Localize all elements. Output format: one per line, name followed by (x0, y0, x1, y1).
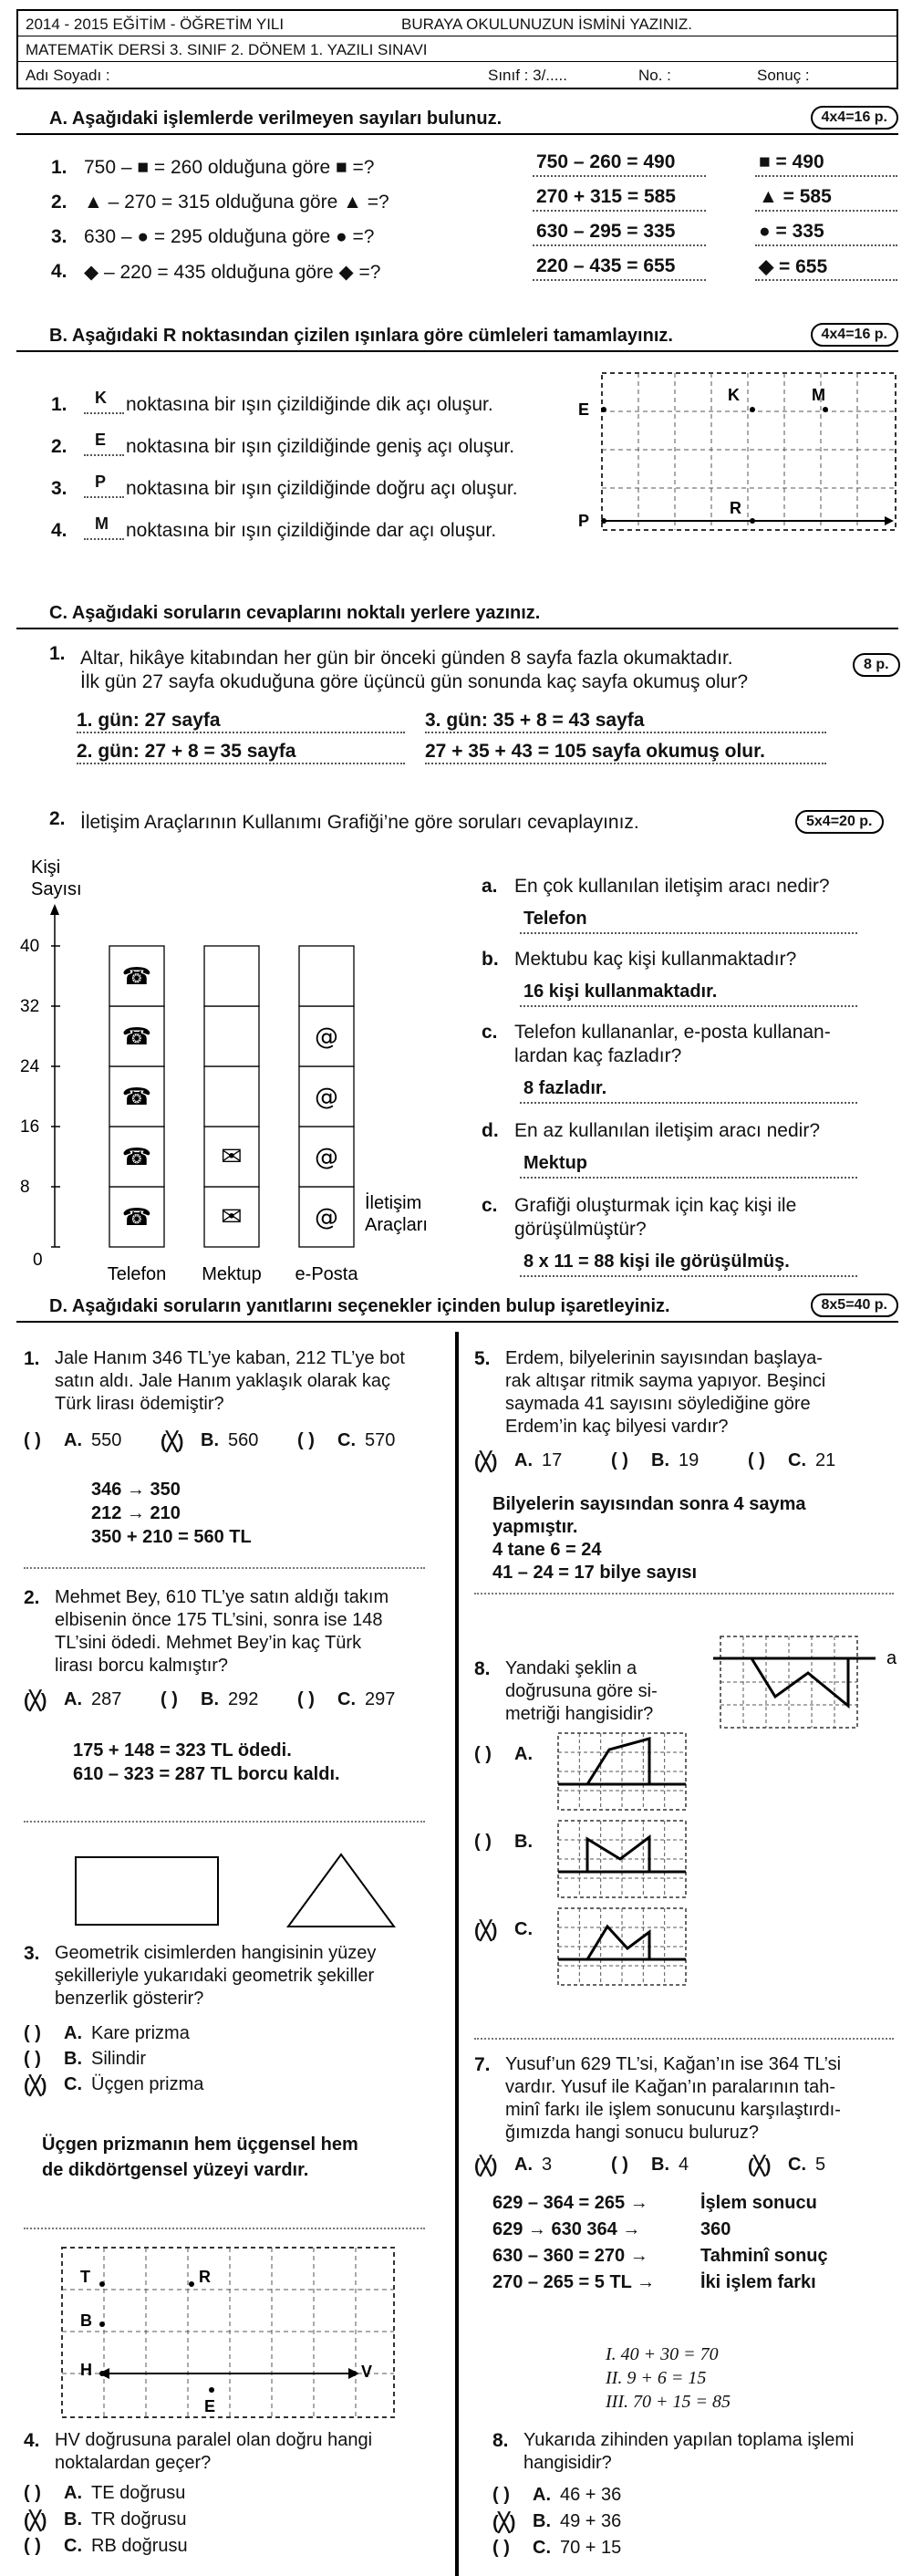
d-q3-text: Geometrik cisimlerden hangisinin yüzey (55, 1943, 377, 1963)
d-q1-option-letter: A. (64, 1430, 82, 1450)
d-q3-number: 3. (24, 1943, 40, 1964)
d-q7-work: 630 – 360 = 270 → (492, 2246, 648, 2266)
d-q5-work: 41 – 24 = 17 bilye sayısı (492, 1563, 698, 1583)
chart-xlabel-2: Araçları (365, 1215, 428, 1235)
exam-header (16, 9, 898, 89)
d-q2-text: elbisenin önce 175 TL’sini, sonra ise 148 (55, 1610, 383, 1630)
x-category-label: Mektup (202, 1264, 262, 1284)
chart-cell (204, 946, 259, 1006)
d-q8b-option-letter: B. (533, 2511, 551, 2531)
d-q1-option-letter: C. (337, 1430, 356, 1450)
y-tick-label: 8 (20, 1178, 30, 1197)
chart-cell (204, 1066, 259, 1127)
section-c-title: C. Aşağıdaki soruların cevaplarını noktalı yerlere yazınız. (16, 600, 898, 629)
d-q2-option-mark[interactable]: ( ) (297, 1689, 315, 1709)
chart-xlabel-1: İletişim (365, 1193, 422, 1213)
d-q3-work: Üçgen prizmanın hem üçgensel hem (42, 2135, 358, 2155)
point-r (750, 518, 755, 524)
d-q8a-option-letter: A. (514, 1744, 533, 1764)
telephone-icon: ☎ (121, 1084, 152, 1111)
telephone-icon: ☎ (121, 1204, 152, 1231)
d-q7-work-result: İşlem sonucu (700, 2193, 817, 2213)
b-q-fill: M (95, 514, 109, 533)
d-q3-option-mark[interactable]: (╳) (24, 2076, 47, 2096)
d-q4-option-mark[interactable]: (╳) (24, 2511, 47, 2531)
d-q5-text: Erdem, bilyelerinin sayısından başlaya- (505, 1348, 823, 1368)
d-q5-option-value: 19 (679, 1450, 700, 1470)
d-q7-work: 270 – 265 = 5 TL → (492, 2272, 656, 2292)
d-q2-option-letter: B. (201, 1689, 219, 1709)
a-q-work: 630 – 295 = 335 (536, 221, 676, 242)
school-year: 2014 - 2015 EĞİTİM - ÖĞRETİM YILI (26, 16, 285, 33)
a-q-number: 4. (51, 261, 67, 282)
label-r: R (730, 499, 741, 517)
section-b-points: 4x4=16 p. (811, 323, 899, 347)
d-q7-text: vardır. Yusuf ile Kağan’ın paralarının tah- (505, 2077, 836, 2097)
rectangle-shape (75, 1856, 219, 1926)
communication-chart (16, 853, 454, 1291)
d-q5-option-letter: C. (788, 1450, 806, 1470)
d-q5-option-value: 21 (815, 1450, 836, 1470)
section-d-points: 8x5=40 p. (811, 1293, 899, 1317)
d-q5-option-value: 17 (542, 1450, 563, 1470)
a-q-number: 2. (51, 192, 67, 213)
d-q4-option-value: TR doğrusu (91, 2509, 187, 2529)
y-tick-label: 40 (20, 937, 40, 956)
d-q2-option-value: 297 (365, 1689, 396, 1709)
a-q-text: 630 – ● = 295 olduğuna göre ● =? (84, 226, 375, 247)
name-field[interactable]: Adı Soyadı : (26, 67, 110, 84)
result-field[interactable]: Sonuç : (757, 67, 810, 84)
y-tick-label: 16 (20, 1117, 40, 1137)
chart-q-letter: d. (482, 1120, 499, 1141)
d-q7-text: ğımızda hangi sonucu buluruz? (505, 2123, 759, 2143)
chart-q-text: Grafiği oluşturmak için kaç kişi ile (514, 1195, 797, 1216)
d-q4-option-value: TE doğrusu (91, 2483, 186, 2503)
d-q7-number: 7. (474, 2054, 491, 2075)
d-q8a-text: metriği hangisidir? (505, 1704, 654, 1724)
d-q7-option-value: 5 (815, 2155, 826, 2175)
chart-q-letter: c. (482, 1195, 498, 1216)
a-q-text: ◆ – 220 = 435 olduğuna göre ◆ =? (84, 262, 381, 283)
label-p: P (578, 512, 590, 530)
chart-q-text-2: görüşülmüştür? (514, 1219, 647, 1240)
d-q8b-option-mark[interactable]: (╳) (492, 2513, 516, 2533)
d-q7-option-value: 3 (542, 2155, 553, 2175)
section-a-title: A. Aşağıdaki işlemlerde verilmeyen sayıları bulunuz. 4x4=16 p. (16, 106, 898, 135)
d-q1-work: 346 → 350 (91, 1480, 181, 1500)
d-q7-work-result: Tahminî sonuç (700, 2246, 828, 2266)
c-q1-points: 8 p. (853, 653, 900, 677)
b-q-number: 1. (51, 394, 67, 415)
d-q2-option-value: 292 (228, 1689, 259, 1709)
d-q3-option-value: Üçgen prizma (91, 2074, 204, 2094)
d-q4-text: noktalardan geçer? (55, 2453, 212, 2473)
y-tick-label: 0 (33, 1251, 43, 1270)
a-q-number: 1. (51, 157, 67, 178)
at-icon: @ (315, 1144, 338, 1171)
d-q4-text: HV doğrusuna paralel olan doğru hangi (55, 2430, 373, 2450)
a-q-answer: ● = 335 (759, 221, 824, 242)
b-q-number: 3. (51, 478, 67, 499)
ray-diagram (565, 369, 903, 534)
d-q3-option-letter: A. (64, 2023, 82, 2043)
x-category-label: Telefon (107, 1264, 167, 1284)
d-q7-work: 629 – 364 = 265 → (492, 2193, 648, 2213)
a-q-text: 750 – ■ = 260 olduğuna göre ■ =? (84, 157, 375, 178)
envelope-icon: ✉ (221, 1201, 243, 1231)
d-q4-option-mark[interactable]: ( ) (24, 2536, 41, 2556)
column-divider (455, 1332, 459, 2576)
d-q2-option-mark[interactable]: (╳) (24, 1691, 47, 1711)
d-q7-option-mark[interactable]: ( ) (611, 2155, 628, 2175)
d-q4-option-mark[interactable]: ( ) (24, 2483, 41, 2503)
d-q3-work: de dikdörtgensel yüzeyi vardır. (42, 2160, 309, 2180)
d-q5-number: 5. (474, 1348, 491, 1369)
label-m: M (812, 386, 825, 404)
symmetry-original-figure (711, 1633, 907, 1733)
d-q8b-option-value: 70 + 15 (560, 2538, 622, 2558)
c-q2-number: 2. (49, 808, 66, 829)
a-q-work: 220 – 435 = 655 (536, 255, 676, 276)
chart-q-answer: Telefon (523, 909, 587, 929)
chart-cell (204, 1006, 259, 1066)
b-q-text: noktasına bir ışın çizildiğinde dar açı oluşur. (126, 520, 497, 541)
d-q8b-text: Yukarıda zihinden yapılan toplama işlemi (523, 2430, 855, 2450)
d-q3-text: şekilleriyle yukarıdaki geometrik şekiller (55, 1966, 375, 1986)
d-q3-option-letter: B. (64, 2049, 82, 2069)
d-q7-option-value: 4 (679, 2155, 689, 2175)
telephone-icon: ☎ (121, 963, 152, 991)
chart-cell (299, 946, 354, 1006)
section-d-title: D. Aşağıdaki soruların yanıtlarını seçenekler içinden bulup işaretleyiniz. 8x5=40 p. (16, 1293, 898, 1323)
chart-q-answer: 8 fazladır. (523, 1078, 607, 1098)
c-q1-text-2: İlk gün 27 sayfa okuduğuna göre üçüncü gün sonunda kaç sayfa okumuş olur? (80, 671, 748, 692)
d-q5-text: saymada 41 sayısını söylediğine göre (505, 1394, 811, 1414)
chart-q-letter: a. (482, 876, 498, 897)
chart-q-text: Telefon kullananlar, e-posta kullanan- (514, 1022, 831, 1043)
chart-q-letter: c. (482, 1022, 498, 1043)
d-q2-option-letter: A. (64, 1689, 82, 1709)
d-q2-text: lirası borcu kalmıştır? (55, 1656, 229, 1676)
a-q-answer: ▲ = 585 (759, 186, 832, 207)
d-q4-option-letter: B. (64, 2509, 82, 2529)
d-q8a-option-mark[interactable]: (╳) (474, 1921, 498, 1941)
d-q2-work: 175 + 148 = 323 TL ödedi. (73, 1740, 292, 1761)
d-q7-work: 629 → 630 364 → (492, 2219, 641, 2239)
a-q-work: 750 – 260 = 490 (536, 151, 676, 172)
d-q3-option-letter: C. (64, 2074, 82, 2094)
a-q-answer: ◆ = 655 (759, 256, 828, 277)
d-q4-option-value: RB doğrusu (91, 2536, 188, 2556)
d-q5-option-letter: A. (514, 1450, 533, 1470)
b-q-fill: P (95, 473, 107, 491)
a-q-answer: ■ = 490 (759, 151, 824, 172)
d-q8a-number: 8. (474, 1658, 491, 1679)
label-r2: R (199, 2268, 211, 2286)
d-q1-option-value: 560 (228, 1430, 259, 1450)
chart-q-letter: b. (482, 949, 499, 970)
d-q1-text: satın aldı. Jale Hanım yaklaşık olarak kaç (55, 1371, 390, 1391)
c-q2-points: 5x4=20 p. (795, 810, 884, 834)
d-q4-number: 4. (24, 2430, 40, 2451)
at-icon: @ (315, 1023, 338, 1051)
at-icon: @ (315, 1084, 338, 1111)
symmetry-option-figure[interactable] (554, 1817, 691, 1901)
c-q1-answer-3: 2. gün: 27 + 8 = 35 sayfa (77, 741, 296, 762)
symmetry-option-figure[interactable] (554, 1905, 691, 1989)
c-q1-text-1: Altar, hikâye kitabından her gün bir önceki günden 8 sayfa fazla okumaktadır. (80, 648, 733, 669)
a-q-number: 3. (51, 226, 67, 247)
d-q3-option-value: Kare prizma (91, 2023, 190, 2043)
d-q3-option-mark[interactable]: ( ) (24, 2023, 41, 2043)
chart-q-answer: 8 x 11 = 88 kişi ile görüşülmüş. (523, 1252, 790, 1272)
d-q4-option-letter: C. (64, 2536, 82, 2556)
d-q8b-option-mark[interactable]: ( ) (492, 2485, 510, 2505)
label-h: H (80, 2361, 92, 2379)
a-q-text: ▲ – 270 = 315 olduğuna göre ▲ =? (84, 192, 389, 213)
y-tick-label: 24 (20, 1057, 40, 1076)
d-q7-option-letter: A. (514, 2155, 533, 2175)
label-k: K (728, 386, 740, 404)
d-q3-option-value: Silindir (91, 2049, 147, 2069)
axis-a-label: a (886, 1648, 897, 1668)
d-q3-text: benzerlik gösterir? (55, 1989, 204, 2009)
d-q7-option-letter: B. (651, 2155, 669, 2175)
label-t: T (80, 2268, 90, 2286)
d-q5-work: Bilyelerin sayısından sonra 4 sayma (492, 1494, 806, 1514)
symmetry-option-figure[interactable] (554, 1729, 691, 1813)
d-q2-option-value: 287 (91, 1689, 122, 1709)
d-q8b-text: hangisidir? (523, 2453, 612, 2473)
d-q5-option-mark[interactable]: (╳) (474, 1452, 498, 1472)
at-icon: @ (315, 1204, 338, 1231)
c-q1-number: 1. (49, 643, 66, 664)
d-q7-option-mark[interactable]: (╳) (748, 2156, 772, 2176)
d-q8a-option-letter: B. (514, 1832, 533, 1852)
d-q2-text: Mehmet Bey, 610 TL’ye satın aldığı takım (55, 1587, 389, 1607)
b-q-text: noktasına bir ışın çizildiğinde geniş açı oluşur. (126, 436, 515, 457)
point-k (750, 407, 755, 412)
d-q5-work: yapmıştır. (492, 1517, 578, 1537)
b-q-text: noktasına bir ışın çizildiğinde dik açı oluşur. (126, 394, 493, 415)
chart-q-answer: Mektup (523, 1153, 587, 1173)
d-q8b-option-letter: C. (533, 2538, 551, 2558)
y-tick-label: 32 (20, 997, 40, 1016)
b-q-number: 4. (51, 520, 67, 541)
class-field[interactable]: Sınıf : 3/..... (488, 67, 567, 84)
d-q8b-number: 8. (492, 2430, 509, 2451)
d-q7-work-result: 360 (700, 2219, 731, 2239)
number-field[interactable]: No. : (638, 67, 671, 84)
d-q5-option-mark[interactable]: ( ) (611, 1450, 628, 1470)
d-q8b-option-letter: A. (533, 2485, 551, 2505)
d-q8b-item: I. 40 + 30 = 70 (606, 2344, 719, 2364)
chart-q-text: En az kullanılan iletişim aracı nedir? (514, 1120, 820, 1141)
d-q1-option-value: 570 (365, 1430, 396, 1450)
d-q1-text: Jale Hanım 346 TL’ye kaban, 212 TL’ye bot (55, 1348, 405, 1368)
d-q1-option-mark[interactable]: (╳) (161, 1432, 184, 1452)
d-q2-work: 610 – 323 = 287 TL borcu kaldı. (73, 1764, 340, 1784)
point-m (823, 407, 828, 412)
envelope-icon: ✉ (221, 1141, 243, 1171)
d-q5-text: Erdem’in kaç bilyesi vardır? (505, 1417, 729, 1437)
d-q2-option-letter: C. (337, 1689, 356, 1709)
d-q2-text: TL’sini ödedi. Mehmet Bey’in kaç Türk (55, 1633, 362, 1653)
section-a-points: 4x4=16 p. (811, 106, 899, 130)
d-q1-work: 350 + 210 = 560 TL (91, 1527, 252, 1547)
chart-ylabel-1: Kişi (31, 857, 61, 878)
chart-q-text-2: lardan kaç fazladır? (514, 1045, 682, 1066)
d-q2-option-mark[interactable]: ( ) (161, 1689, 178, 1709)
triangle-shape (285, 1852, 398, 1930)
d-q5-option-letter: B. (651, 1450, 669, 1470)
d-q8b-option-value: 49 + 36 (560, 2511, 622, 2531)
chart-q-text: Mektubu kaç kişi kullanmaktadır? (514, 949, 797, 970)
chart-q-answer: 16 kişi kullanmaktadır. (523, 982, 718, 1002)
d-q8b-item: III. 70 + 15 = 85 (606, 2392, 731, 2412)
chart-ylabel-2: Sayısı (31, 879, 82, 899)
d-q7-option-mark[interactable]: (╳) (474, 2156, 498, 2176)
point-p (601, 518, 606, 524)
exam-title: MATEMATİK DERSİ 3. SINIF 2. DÖNEM 1. YAZILI SINAVI (26, 41, 428, 58)
d-q8b-item: II. 9 + 6 = 15 (606, 2368, 707, 2388)
d-q8a-text: Yandaki şeklin a (505, 1658, 637, 1678)
d-q2-number: 2. (24, 1587, 40, 1608)
d-q8a-option-mark[interactable]: ( ) (474, 1744, 492, 1764)
d-q7-text: Yusuf’un 629 TL’si, Kağan’ın ise 364 TL’si (505, 2054, 842, 2074)
c-q2-text: İletişim Araçlarının Kullanımı Grafiği’ne göre soruları cevaplayınız. (80, 812, 639, 833)
d-q4-option-letter: A. (64, 2483, 82, 2503)
d-q5-work: 4 tane 6 = 24 (492, 1540, 602, 1560)
section-b-title: B. Aşağıdaki R noktasından çizilen ışınlara göre cümleleri tamamlayınız. 4x4=16 p. (16, 323, 898, 352)
d-q1-text: Türk lirası ödemiştir? (55, 1394, 224, 1414)
chart-q-text: En çok kullanılan iletişim aracı nedir? (514, 876, 830, 897)
label-v: V (361, 2363, 373, 2381)
d-q7-work-result: İki işlem farkı (700, 2272, 816, 2292)
d-q8a-option-letter: C. (514, 1919, 533, 1939)
parallel-line-grid (60, 2246, 398, 2419)
d-q8b-option-mark[interactable]: ( ) (492, 2538, 510, 2558)
b-q-text: noktasına bir ışın çizildiğinde doğru açı oluşur. (126, 478, 518, 499)
d-q1-work: 212 → 210 (91, 1503, 181, 1523)
c-q1-answer-1: 1. gün: 27 sayfa (77, 710, 221, 731)
d-q8a-text: doğrusuna göre si- (505, 1681, 658, 1701)
label-e2: E (204, 2397, 216, 2415)
d-q5-option-mark[interactable]: ( ) (748, 1450, 765, 1470)
b-q-fill: K (95, 389, 107, 407)
x-category-label: e-Posta (295, 1264, 358, 1284)
c-q1-answer-2: 3. gün: 35 + 8 = 43 sayfa (425, 710, 645, 731)
d-q5-text: rak altışar ritmik sayma yapıyor. Beşinci (505, 1371, 826, 1391)
d-q1-number: 1. (24, 1348, 40, 1369)
d-q1-option-letter: B. (201, 1430, 219, 1450)
d-q7-text: minî farkı ile işlem sonucunu karşılaştırdı- (505, 2100, 841, 2120)
a-q-work: 270 + 315 = 585 (536, 186, 676, 207)
d-q8b-option-value: 46 + 36 (560, 2485, 622, 2505)
d-q3-option-mark[interactable]: ( ) (24, 2049, 41, 2069)
label-b: B (80, 2311, 92, 2330)
b-q-number: 2. (51, 436, 67, 457)
label-e: E (578, 400, 590, 419)
c-q1-answer-4: 27 + 35 + 43 = 105 sayfa okumuş olur. (425, 741, 765, 762)
d-q1-option-mark[interactable]: ( ) (24, 1430, 41, 1450)
d-q1-option-value: 550 (91, 1430, 122, 1450)
d-q8a-option-mark[interactable]: ( ) (474, 1832, 492, 1852)
b-q-fill: E (95, 431, 107, 449)
point-e (601, 407, 606, 412)
telephone-icon: ☎ (121, 1144, 152, 1171)
telephone-icon: ☎ (121, 1023, 152, 1051)
d-q1-option-mark[interactable]: ( ) (297, 1430, 315, 1450)
school-name: BURAYA OKULUNUZUN İSMİNİ YAZINIZ. (401, 16, 692, 33)
d-q7-option-letter: C. (788, 2155, 806, 2175)
